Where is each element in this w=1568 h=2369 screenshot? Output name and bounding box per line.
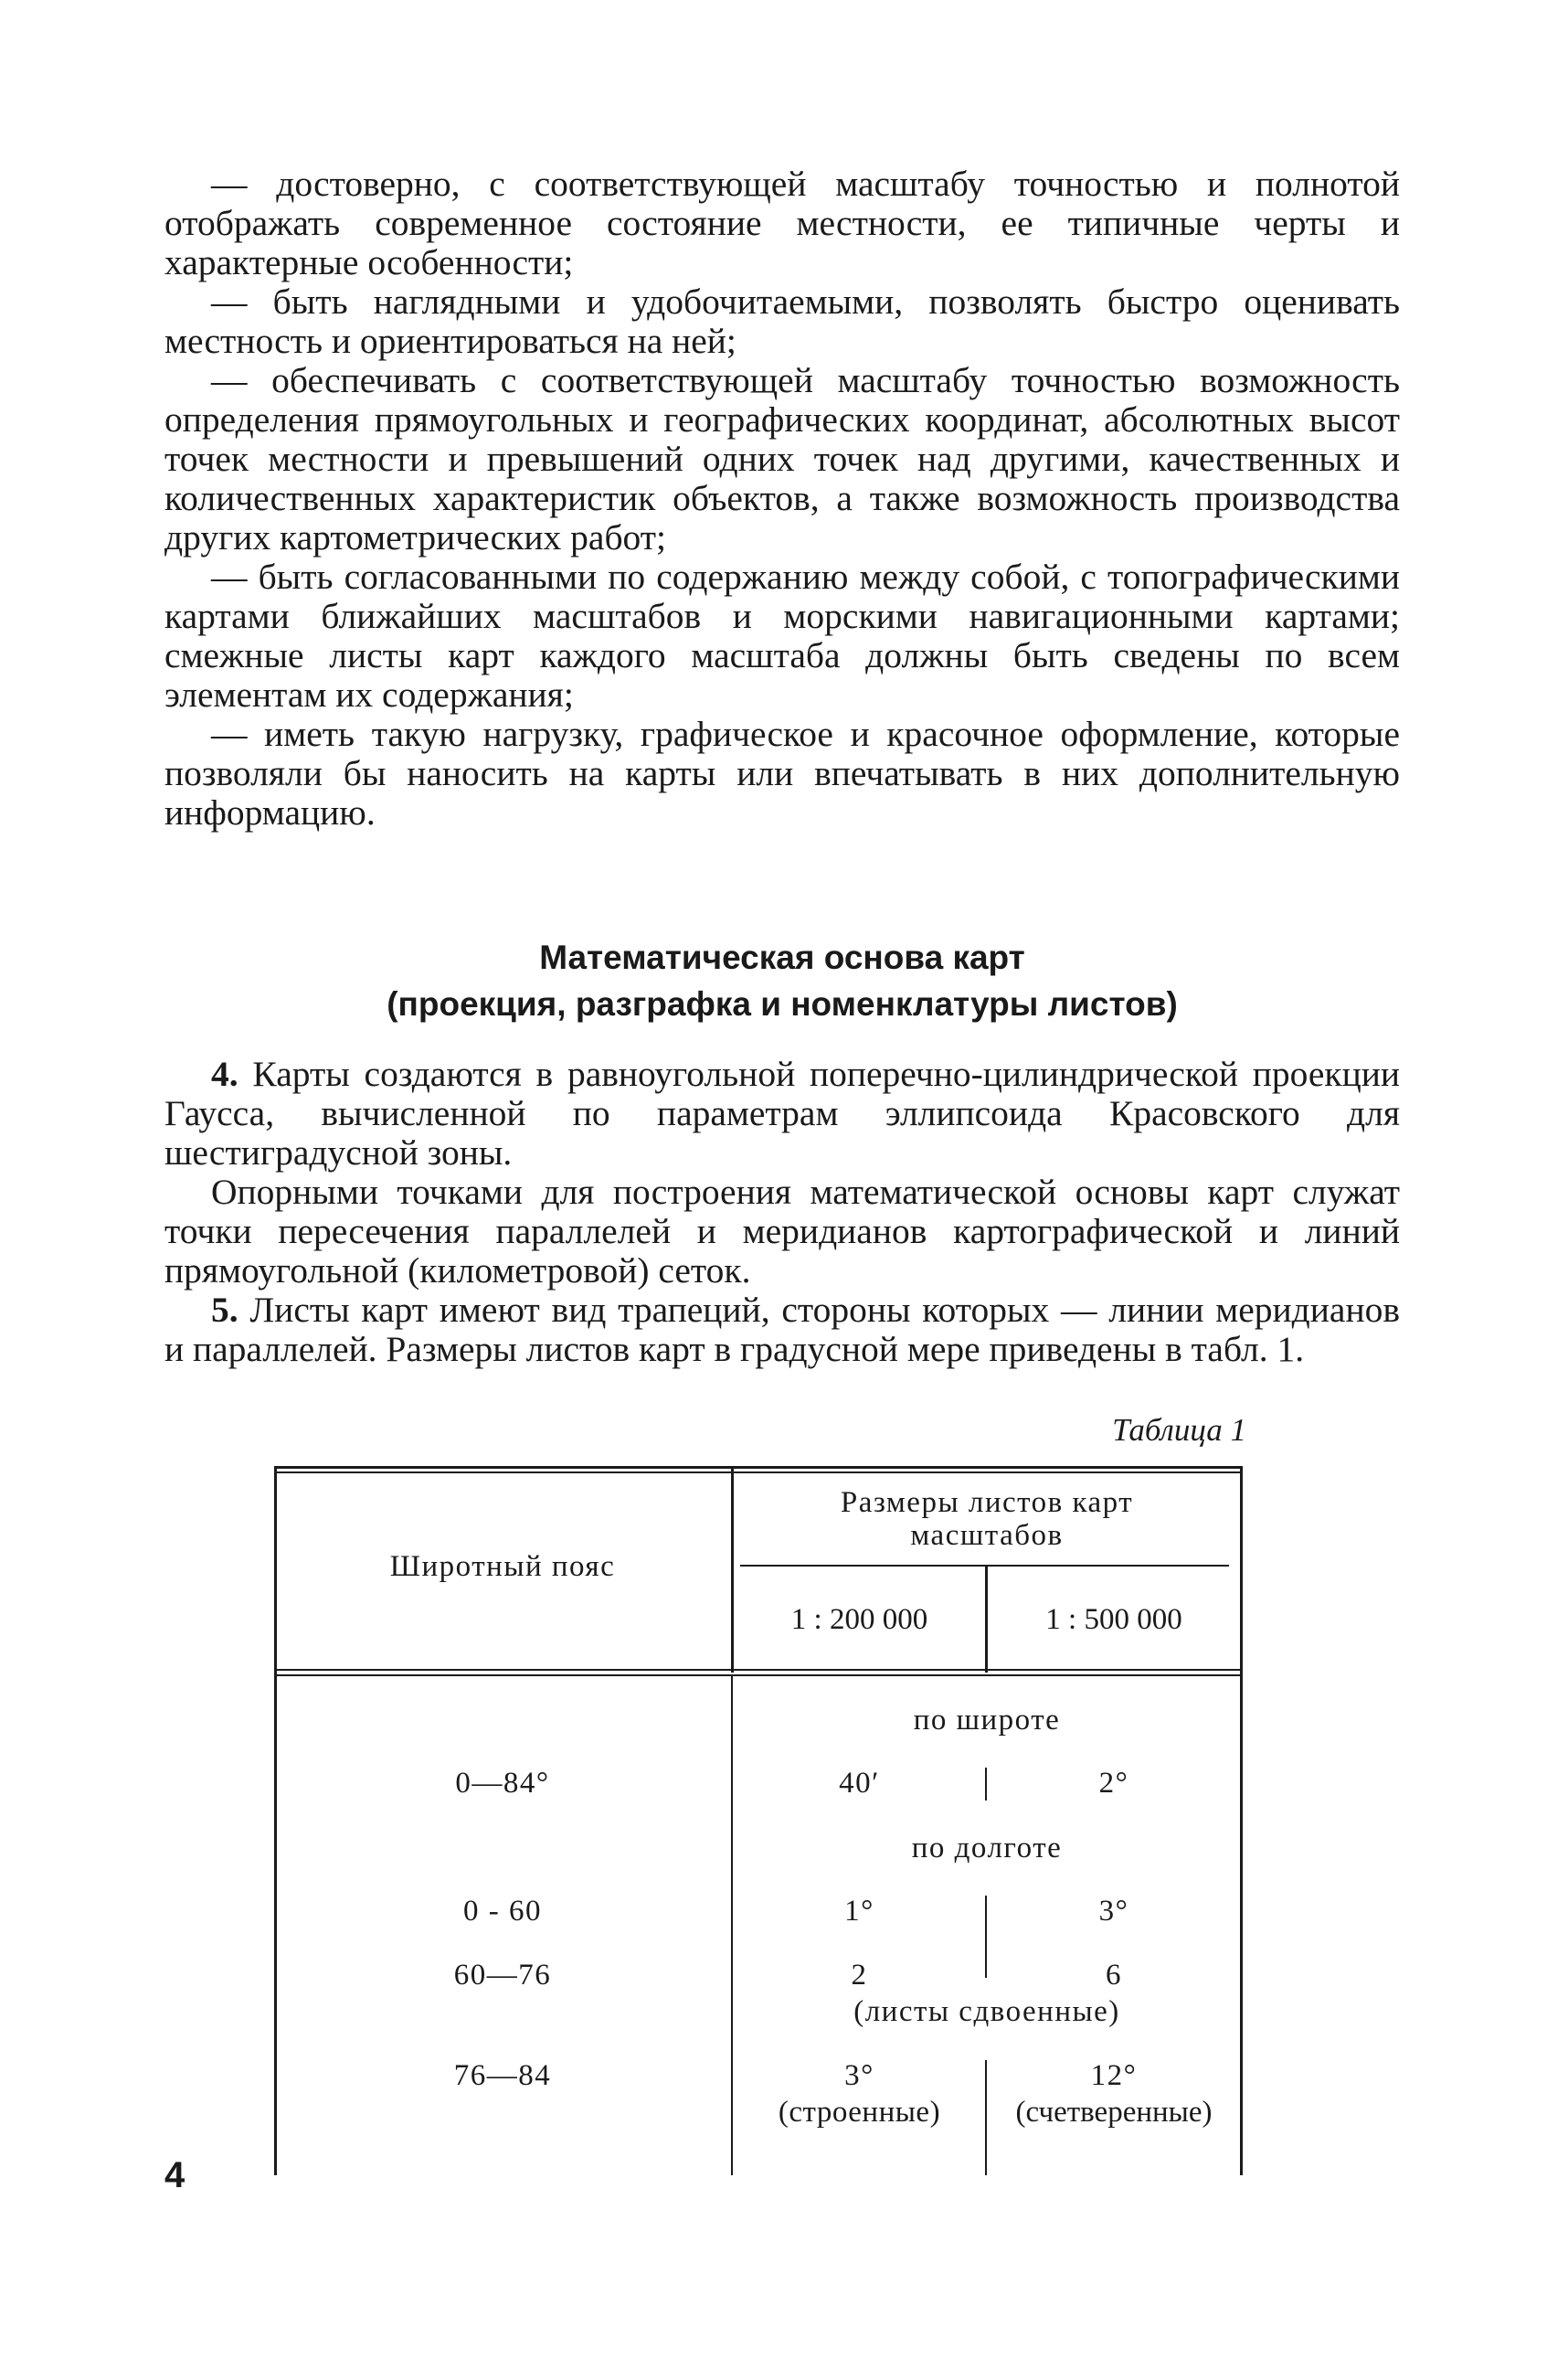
label-by-longitude: по долготе <box>911 1832 1063 1864</box>
requirements-list <box>164 165 1400 833</box>
note-doubled-sheets: (листы сдвоенные) <box>853 1995 1120 2028</box>
row-zone: 76—84 <box>453 2059 552 2092</box>
table-rule <box>731 1676 733 2175</box>
table-rule <box>985 1768 987 1801</box>
header-scale-500k: 1 : 500 000 <box>1045 1603 1182 1636</box>
table-rule <box>274 1674 1243 1676</box>
row-zone: 0—84° <box>455 1767 550 1800</box>
row-zone: 0 - 60 <box>463 1895 542 1928</box>
paragraph-number: 4. <box>211 1054 238 1094</box>
header-group-line1: Размеры листов карт <box>840 1486 1134 1519</box>
requirement-item: — быть наглядными и удобочитаемыми, позволять быстро оценивать местность и ориентироваться на ней; <box>164 282 1400 361</box>
paragraph-text: Карты создаются в равноугольной поперечно-цилиндрической проекции Гаусса, вычисленной по параметрам эллипсоида Красовского для шестиградусной зоны. <box>164 1054 1400 1173</box>
section-heading-line1: Математическая основа карт <box>539 939 1025 976</box>
requirement-item: — обеспечивать с соответствующей масштабу точностью возможность определения прямоугольных и географических координат, абсолютных высот точек местности и превышений одних точек над другими, качественных и количественных характеристик объектов, а также возможность производства других картометрических работ; <box>164 360 1400 558</box>
section-body <box>164 1055 1400 1369</box>
table-rule <box>274 1669 1243 1671</box>
table-rule <box>274 1471 1243 1473</box>
sheet-size-table <box>274 1466 1243 2175</box>
requirement-item: — иметь такую нагрузку, графическое и красочное оформление, которые позволяли бы наносить на карты или впечатывать в них дополнительную информацию. <box>164 714 1400 833</box>
header-latitude-zone: Широтный пояс <box>389 1550 616 1583</box>
paragraph-number: 5. <box>211 1290 238 1330</box>
paragraph-support-points: Опорными точками для построения математической основы карт служат точки пересечения параллелей и меридианов картографической и линий прямоугольной (километровой) сеток. <box>164 1172 1400 1291</box>
header-group-line2: масштабов <box>910 1519 1064 1552</box>
requirement-item: — достоверно, с соответствующей масштабу точностью и полнотой отображать современное состояние местности, ее типичные черты и характерные особенности; <box>164 164 1400 282</box>
header-scale-200k: 1 : 200 000 <box>790 1603 928 1636</box>
table-rule <box>1240 1466 1243 2175</box>
row-value-500k: 2° <box>1098 1767 1129 1800</box>
row-value-200k: 40′ <box>839 1767 880 1800</box>
paragraph-5 <box>164 1291 1400 1369</box>
row-value-500k: 12° <box>1090 2059 1138 2092</box>
paragraph-4 <box>164 1055 1400 1173</box>
page-number: 4 <box>164 2155 185 2195</box>
note-quadrupled-sheets: (счетверенные) <box>1015 2096 1213 2129</box>
section-heading <box>164 934 1400 1027</box>
note-tripled-sheets: (строенные) <box>778 2096 941 2129</box>
row-zone: 60—76 <box>453 1959 552 1992</box>
table-rule <box>985 2060 987 2175</box>
requirement-item: — быть согласованными по содержанию между собой, с топографическими картами ближайших масштабов и морскими навигационными картами; смежные листы карт каждого масштаба должны быть сведены по всем элементам их содержания; <box>164 557 1400 715</box>
table-caption: Таблица 1 <box>1112 1412 1246 1448</box>
row-value-200k: 1° <box>844 1895 874 1928</box>
row-value-200k: 2 <box>851 1959 868 1992</box>
table-rule <box>985 1896 987 1978</box>
paragraph-text: Листы карт имеют вид трапеций, стороны которых — линии меридианов и параллелей. Размеры листов карт в градусной мере приведены в табл. 1. <box>164 1290 1400 1369</box>
header-group <box>734 1486 1240 1552</box>
row-value-500k: 6 <box>1106 1959 1122 1992</box>
row-value-200k: 3° <box>844 2059 874 2092</box>
section-heading-line2: (проекция, разграфка и номенклатуры листов) <box>387 985 1178 1023</box>
label-by-latitude: по широте <box>913 1704 1061 1737</box>
row-value-500k: 3° <box>1098 1895 1129 1928</box>
table-rule <box>274 1466 1243 1469</box>
